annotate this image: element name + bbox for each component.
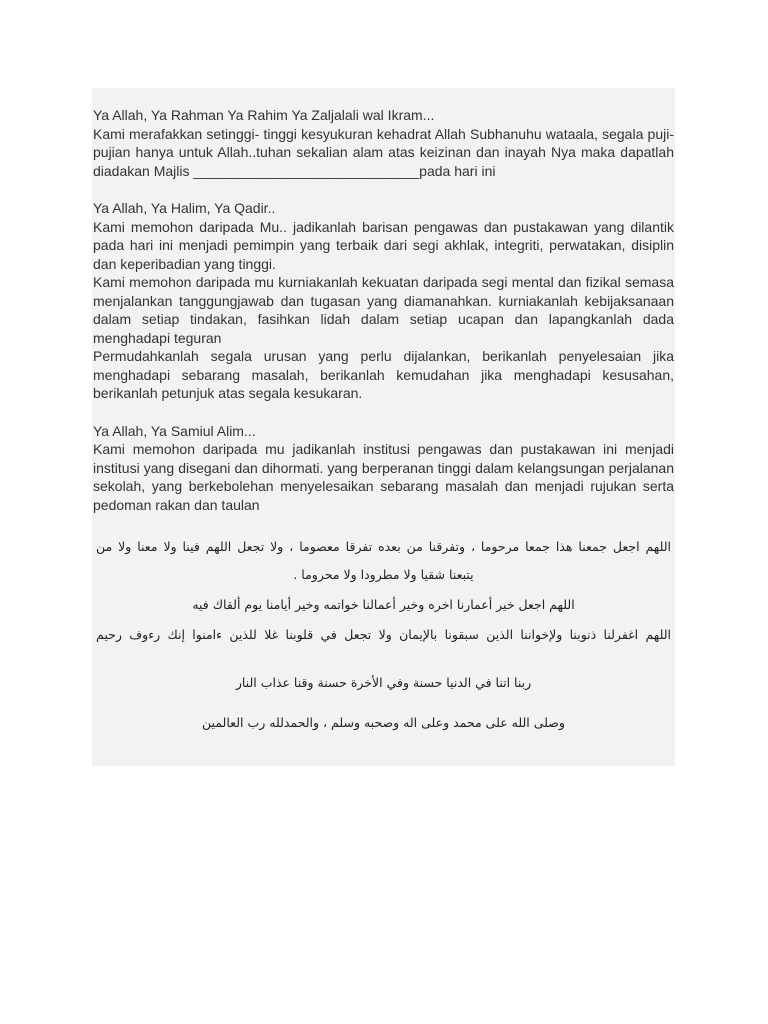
arabic-line: ربنا اتنا في الدنيا حسنة وفي الأخرة حسنة وقنا عذاب النار <box>235 675 532 690</box>
section-opening <box>93 106 674 180</box>
arabic-line: اللهم اجعل جمعنا هذا جمعا مرحوما ، وتفرقنا من بعده تفرقا معصوما ، ولا تجعل اللهم فينا ولا معنا ولا من <box>96 539 671 554</box>
section-institution <box>93 422 674 515</box>
section-heading: Ya Allah, Ya Samiul Alim... <box>93 422 256 439</box>
arabic-prayer <box>93 534 674 738</box>
arabic-line: وصلى الله على محمد وعلى اله وصحبه وسلم ، والحمدلله رب العالمين <box>202 715 565 730</box>
section-paragraph: Permudahkanlah segala urusan yang perlu dijalankan, berikanlah penyelesaian jika menghadapi sebarang masalah, berikanlah kemudahan jika menghadapi kesusahan, berikanlah petunjuk atas segala kesukaran. <box>93 348 674 401</box>
section-paragraph: Kami memohon daripada Mu.. jadikanlah barisan pengawas dan pustakawan yang dilantik pada hari ini menjadi pemimpin yang terbaik dari segi akhlak, integriti, perwatakan, disiplin dan keperibadian yang tinggi. <box>93 218 674 272</box>
arabic-line: اللهم اغفرلنا ذنوبنا ولإخواننا الذين سبقونا بالإيمان ولا تجعل في قلوبنا غلا للذين ءامنوا إنك رءوف رحيم <box>96 627 671 642</box>
section-paragraph: Kami memohon daripada mu jadikanlah institusi pengawas dan pustakawan ini menjadi institusi yang disegani dan dihormati. yang berperanan tinggi dalam kelangsungan perjalanan sekolah, yang berkebolehan menyelesaikan sebarang masalah dan menjadi rujukan serta pedoman rakan dan taulan <box>93 441 674 513</box>
arabic-line: يتبعنا شقيا ولا مطرودا ولا محروما . <box>293 567 474 582</box>
arabic-line: اللهم اجعل خير أعمارنا اخره وخير أعمالنا خواتمه وخير أيامنا يوم ألقاك فيه <box>192 597 575 612</box>
section-supplication <box>93 199 674 403</box>
section-heading: Ya Allah, Ya Halim, Ya Qadir.. <box>93 200 276 216</box>
section-paragraph: Kami memohon daripada mu kurniakanlah kekuatan daripada segi mental dan fizikal semasa menjalankan tanggungjawab dan tugasan yang diamanahkan. kurniakanlah kebijaksanaan dalam setiap tindakan, fasihkan lidah dalam setiap ucapan dan lapangkanlah dada menghadapi teguran <box>93 274 674 346</box>
section-paragraph: Kami merafakkan setinggi- tinggi kesyukuran kehadrat Allah Subhanuhu wataala, segala puji- pujian hanya untuk Allah..tuhan sekalian alam atas keizinan dan inayah Nya maka dapatlah diadakan Majlis _____________________________pada hari ini <box>93 125 674 179</box>
document-body <box>92 88 675 766</box>
section-heading: Ya Allah, Ya Rahman Ya Rahim Ya Zaljalali wal Ikram... <box>93 107 435 123</box>
